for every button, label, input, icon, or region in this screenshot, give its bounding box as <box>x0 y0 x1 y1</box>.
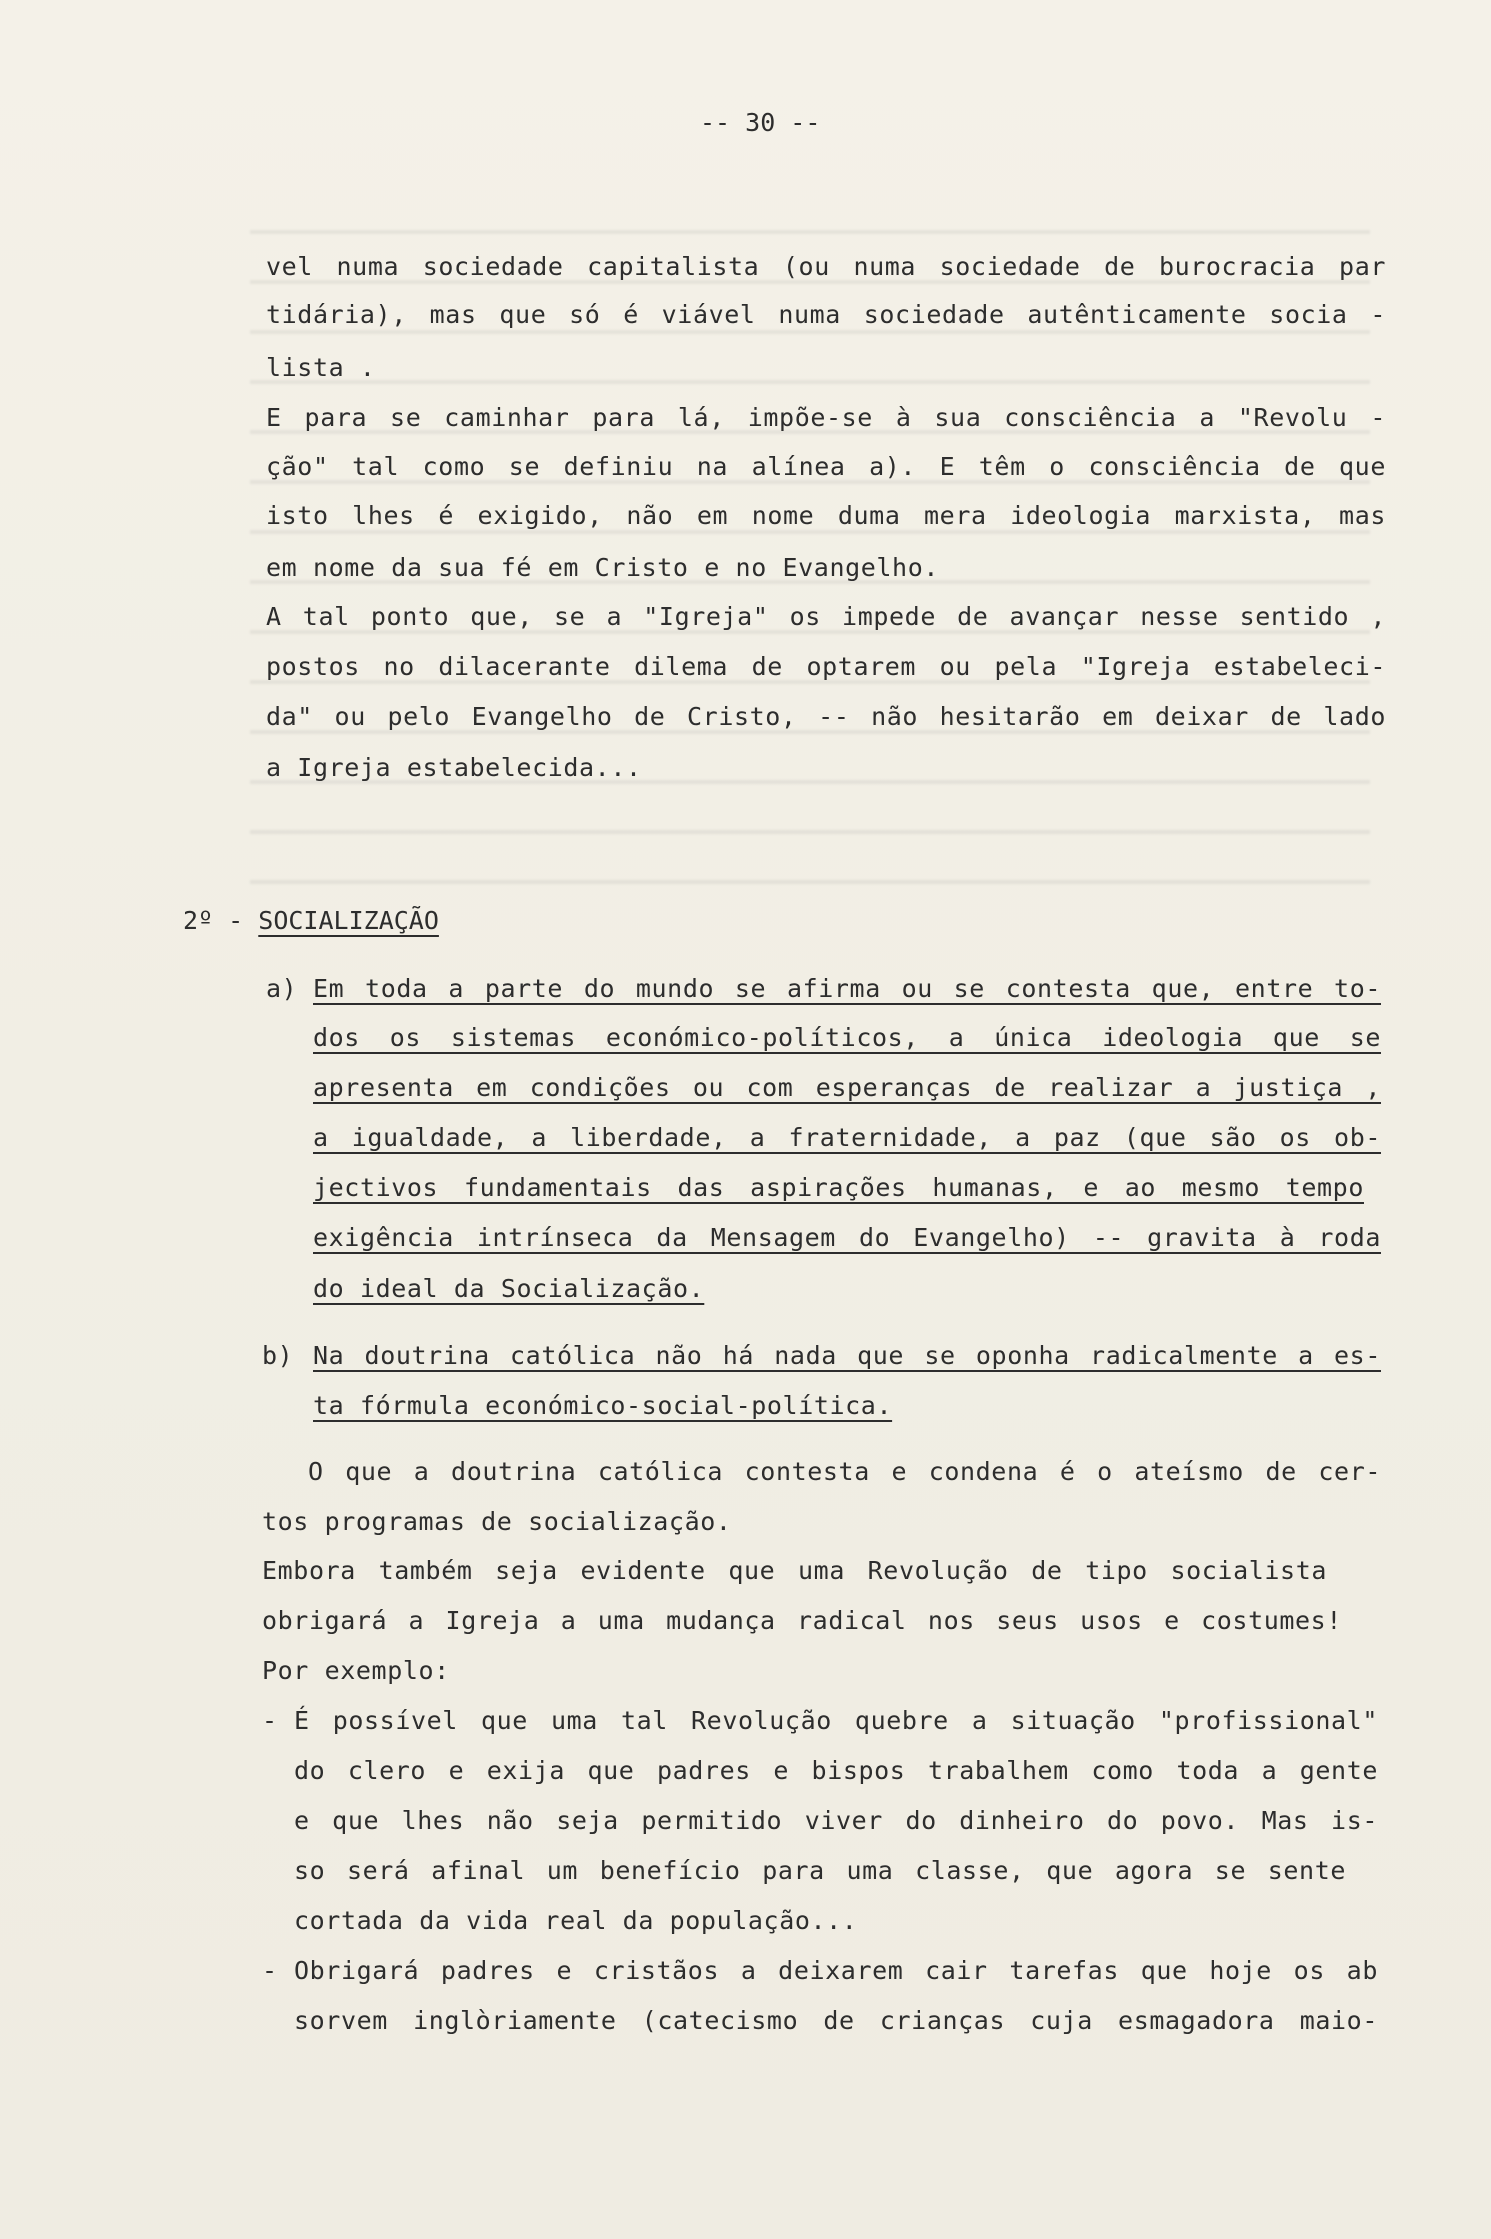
section-heading <box>183 906 439 935</box>
text-line: exigência intrínseca da Mensagem do Evangelho) -- gravita à roda <box>313 1223 1381 1252</box>
text-line: postos no dilacerante dilema de optarem ou pela "Igreja estabeleci- <box>266 652 1386 681</box>
text-line: da" ou pelo Evangelho de Cristo, -- não hesitarão em deixar de lado <box>266 702 1386 731</box>
text-line: Por exemplo: <box>262 1656 450 1685</box>
text-line: E para se caminhar para lá, impõe-se à sua consciência a "Revolu - <box>266 403 1386 432</box>
text-line: É possível que uma tal Revolução quebre a situação "profissional" <box>294 1706 1378 1735</box>
text-line: Na doutrina católica não há nada que se oponha radicalmente a es- <box>313 1341 1381 1370</box>
text-line: a igualdade, a liberdade, a fraternidade, a paz (que são os ob- <box>313 1123 1381 1152</box>
bullet-marker: - <box>262 1956 278 1985</box>
text-line: do ideal da Socialização. <box>313 1274 705 1303</box>
text-line: A tal ponto que, se a "Igreja" os impede de avançar nesse sentido , <box>266 602 1386 631</box>
text-line: dos os sistemas económico-políticos, a única ideologia que se <box>313 1023 1381 1052</box>
text-line: sorvem inglòriamente (catecismo de crianças cuja esmagadora maio- <box>294 2006 1378 2035</box>
text-line: jectivos fundamentais das aspirações humanas, e ao mesmo tempo <box>313 1173 1364 1202</box>
text-line: em nome da sua fé em Cristo e no Evangelho. <box>266 553 940 582</box>
text-line: do clero e exija que padres e bispos trabalhem como toda a gente <box>294 1756 1378 1785</box>
section-number: 2º - <box>183 906 244 935</box>
list-marker-a: a) <box>266 974 298 1003</box>
text-line: a Igreja estabelecida... <box>266 753 642 782</box>
text-line: tidária), mas que só é viável numa sociedade autênticamente socia - <box>266 300 1386 329</box>
page-number: -- 30 -- <box>700 108 821 137</box>
text-line: ta fórmula económico-social-política. <box>313 1391 893 1420</box>
text-line: vel numa sociedade capitalista (ou numa sociedade de burocracia par <box>266 252 1386 281</box>
text-line: apresenta em condições ou com esperanças de realizar a justiça , <box>313 1073 1381 1102</box>
text-line: cortada da vida real da população... <box>294 1906 858 1935</box>
text-line: Obrigará padres e cristãos a deixarem cair tarefas que hoje os ab <box>294 1956 1378 1985</box>
text-line: ção" tal como se definiu na alínea a). E têm o consciência de que <box>266 452 1386 481</box>
text-line: e que lhes não seja permitido viver do dinheiro do povo. Mas is- <box>294 1806 1378 1835</box>
list-marker-b: b) <box>262 1341 294 1370</box>
text-line: tos programas de socialização. <box>262 1507 732 1536</box>
section-title: SOCIALIZAÇÃO <box>258 906 439 935</box>
text-line: so será afinal um benefício para uma classe, que agora se sente <box>294 1856 1346 1885</box>
text-line: lista . <box>266 353 376 382</box>
text-line: Embora também seja evidente que uma Revolução de tipo socialista <box>262 1556 1327 1585</box>
text-line: O que a doutrina católica contesta e condena é o ateísmo de cer- <box>308 1457 1381 1486</box>
bullet-marker: - <box>262 1706 278 1735</box>
text-line: Em toda a parte do mundo se afirma ou se contesta que, entre to- <box>313 974 1381 1003</box>
text-line: obrigará a Igreja a uma mudança radical nos seus usos e costumes! <box>262 1606 1342 1635</box>
text-line: isto lhes é exigido, não em nome duma mera ideologia marxista, mas <box>266 501 1386 530</box>
